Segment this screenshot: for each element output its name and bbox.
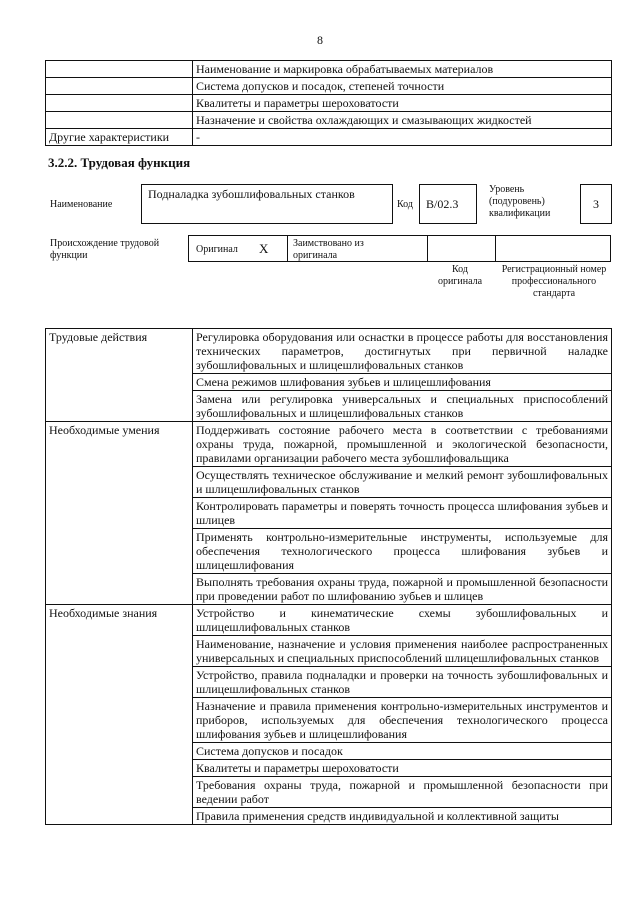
table-row — [46, 129, 612, 146]
reg-number-caption: Регистрационный номер профессионального стандарта — [501, 264, 607, 299]
item-text: Наименование, назначение и условия применения наиболее распространенных универсальных и специальных приспособлений шлицешлифовальных станков — [193, 636, 612, 667]
item-text: Система допусков и посадок — [193, 743, 612, 760]
level-box: 3 — [580, 184, 612, 224]
item-text: Требования охраны труда, пожарной и промышленной безопасности при ведении работ — [193, 777, 612, 808]
row-label — [46, 61, 193, 78]
row-value: Система допусков и посадок, степеней точности — [193, 78, 612, 95]
labor-function-table — [45, 328, 612, 825]
item-text: Применять контрольно-измерительные инструменты, используемые для обеспечения технологического процесса шлифования зубьев и шлицешлифования — [193, 529, 612, 574]
divider — [287, 236, 288, 261]
page-number: 8 — [317, 33, 323, 47]
divider — [427, 236, 428, 261]
top-characteristics-table — [45, 60, 612, 146]
item-text: Смена режимов шлифования зубьев и шлицешлифования — [193, 374, 612, 391]
code-label: Код — [397, 199, 413, 210]
section-title: 3.2.2. Трудовая функция — [48, 155, 191, 170]
group-label: Необходимые знания — [46, 605, 193, 825]
divider — [495, 236, 496, 261]
item-text: Выполнять требования охраны труда, пожарной и промышленной безопасности при проведении работ по шлифованию зубьев и шлицев — [193, 574, 612, 605]
code-original-caption: Код оригинала — [437, 264, 483, 287]
row-value: - — [193, 129, 612, 146]
item-text: Устройство и кинематические схемы зубошлифовальных и шлицешлифовальных станков — [193, 605, 612, 636]
item-text: Квалитеты и параметры шероховатости — [193, 760, 612, 777]
code-box: B/02.3 — [419, 184, 477, 224]
item-text: Контролировать параметры и поверять точность процесса шлифования зубьев и шлицев — [193, 498, 612, 529]
row-value: Наименование и маркировка обрабатываемых материалов — [193, 61, 612, 78]
item-text: Поддерживать состояние рабочего места в соответствии с требованиями охраны труда, пожарной, промышленной и экологической безопасности, правилами организации рабочего места зубошлифовальщика — [193, 422, 612, 467]
function-name-box: Подналадка зубошлифовальных станков — [141, 184, 393, 224]
group-label: Необходимые умения — [46, 422, 193, 605]
item-text: Устройство, правила подналадки и проверки на точность зубошлифовальных и шлицешлифовальных станков — [193, 667, 612, 698]
table-row — [46, 78, 612, 95]
row-label: Другие характеристики — [46, 129, 193, 146]
borrowed-label: Заимствовано из оригинала — [293, 238, 364, 261]
original-label: Оригинал — [196, 244, 238, 255]
table-row — [46, 605, 612, 636]
table-row — [46, 422, 612, 467]
origin-box — [188, 235, 611, 262]
table-row — [46, 112, 612, 129]
table-row — [46, 95, 612, 112]
item-text: Замена или регулировка универсальных и специальных приспособлений зубошлифовальных и шлицешлифовальных станков — [193, 391, 612, 422]
row-value: Назначение и свойства охлаждающих и смазывающих жидкостей — [193, 112, 612, 129]
table-row — [46, 61, 612, 78]
row-label — [46, 78, 193, 95]
row-value: Квалитеты и параметры шероховатости — [193, 95, 612, 112]
row-label — [46, 95, 193, 112]
row-label — [46, 112, 193, 129]
item-text: Правила применения средств индивидуальной и коллективной защиты — [193, 808, 612, 825]
name-label: Наименование — [50, 199, 113, 210]
original-mark: X — [259, 241, 269, 256]
table-row — [46, 329, 612, 374]
item-text: Назначение и правила применения контрольно-измерительных инструментов и приборов, используемых для обеспечения технологического процесса шлифования зубьев и шлицешлифования — [193, 698, 612, 743]
item-text: Регулировка оборудования или оснастки в процессе работы для восстановления технических параметров, достигнутых при первичной наладке зубошлифовальных и шлицешлифовальных станков — [193, 329, 612, 374]
origin-label: Происхождение трудовой функции — [50, 238, 160, 261]
group-label: Трудовые действия — [46, 329, 193, 422]
item-text: Осуществлять техническое обслуживание и мелкий ремонт зубошлифовальных и шлицешлифовальных станков — [193, 467, 612, 498]
level-label: Уровень (подуровень) квалификации — [489, 184, 551, 219]
